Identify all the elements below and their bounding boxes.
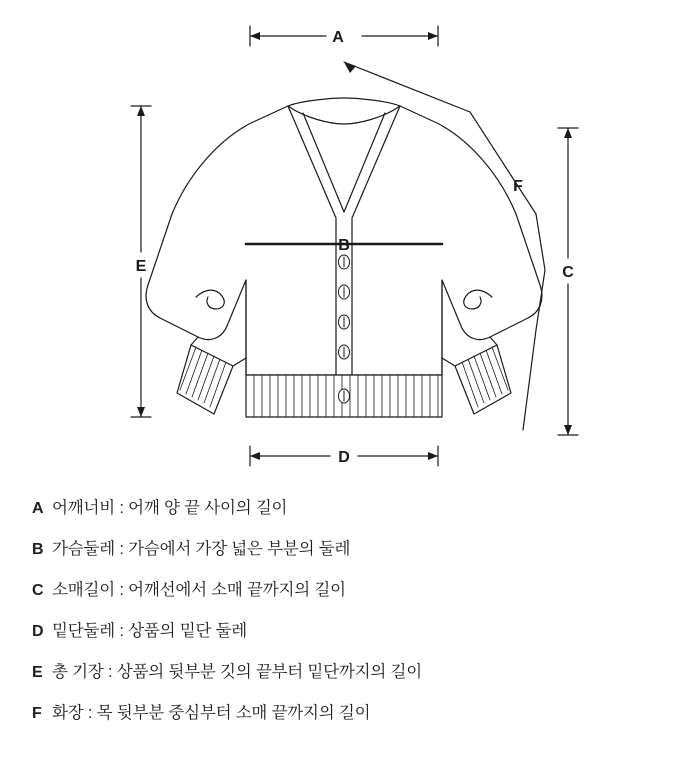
legend-key: C — [32, 582, 44, 599]
legend-text: 어깨너비 : 어깨 양 끝 사이의 길이 — [52, 499, 288, 517]
list-item — [32, 494, 688, 535]
dimension-label-c: C — [562, 264, 574, 281]
legend-text: 소매길이 : 어깨선에서 소매 끝까지의 길이 — [52, 581, 346, 599]
legend-text: 밑단둘레 : 상품의 밑단 둘레 — [52, 622, 248, 640]
legend-key: B — [32, 541, 44, 558]
legend-key: A — [32, 500, 44, 517]
legend-text: 화장 : 목 뒷부분 중심부터 소매 끝까지의 길이 — [52, 704, 371, 722]
cardigan-illustration — [146, 98, 542, 417]
legend-text: 총 기장 : 상품의 뒷부분 깃의 끝부터 밑단까지의 길이 — [52, 663, 422, 681]
dimension-label-a: A — [332, 29, 344, 46]
list-item — [32, 535, 688, 576]
measurement-legend — [0, 494, 688, 740]
dimension-label-b: B — [338, 237, 350, 254]
legend-key: E — [32, 664, 43, 681]
dimension-line-a — [250, 26, 438, 46]
dimension-label-f: F — [513, 178, 523, 195]
list-item — [32, 658, 688, 699]
list-item — [32, 699, 688, 740]
dimension-label-d: D — [338, 449, 350, 466]
list-item — [32, 617, 688, 658]
legend-key: F — [32, 705, 42, 722]
list-item — [32, 576, 688, 617]
dimension-label-e: E — [135, 258, 147, 275]
legend-text: 가슴둘레 : 가슴에서 가장 넓은 부분의 둘레 — [52, 540, 351, 558]
legend-key: D — [32, 623, 44, 640]
